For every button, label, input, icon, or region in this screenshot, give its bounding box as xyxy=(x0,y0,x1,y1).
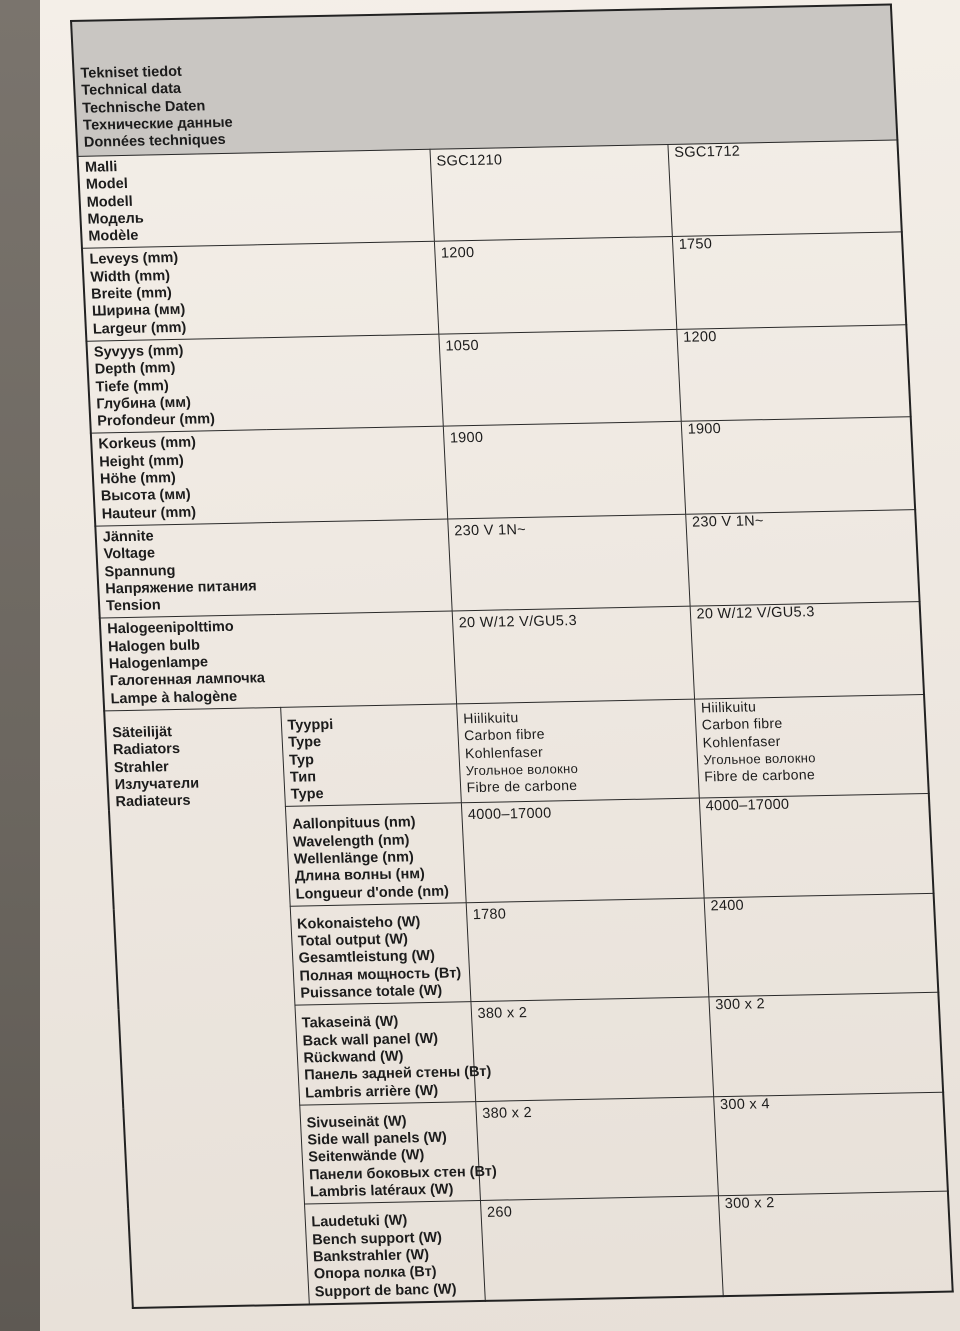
row-label xyxy=(95,519,451,618)
label-line: Type xyxy=(290,786,325,803)
sub-row-label xyxy=(285,803,466,906)
label-line: Lampe à halogène xyxy=(110,688,238,707)
title-line: Технические данные xyxy=(82,114,234,134)
label-line: Тип xyxy=(289,769,317,786)
technical-data-document xyxy=(70,4,952,1309)
value-line: Угольное волокно xyxy=(703,749,817,768)
label-line: Voltage xyxy=(103,545,156,563)
label-line: Width (mm) xyxy=(89,267,171,286)
label-line: Side wall panels (W) xyxy=(307,1129,448,1149)
label-line: Модель xyxy=(87,210,145,228)
value-cell: 300 x 2 xyxy=(708,993,943,1097)
label-line: Puissance totale (W) xyxy=(300,982,443,1002)
label-line: Breite (mm) xyxy=(90,285,173,303)
table-title xyxy=(71,5,897,157)
label-line: Total output (W) xyxy=(297,931,409,950)
label-line: Галогенная лампочка xyxy=(109,670,266,690)
value-cell: 1050 xyxy=(438,329,680,426)
label-line: Modèle xyxy=(88,227,139,245)
label-line: Height (mm) xyxy=(98,452,185,471)
value-cell: 1900 xyxy=(443,422,685,519)
label-line: Model xyxy=(85,176,129,194)
value-line: Hiilikuitu xyxy=(462,709,519,727)
value-cell: 1200 xyxy=(434,237,676,334)
label-line: Tiefe (mm) xyxy=(95,377,170,396)
table-row xyxy=(100,602,924,711)
label-line: Halogen bulb xyxy=(107,637,201,656)
label-line: Support de banc (W) xyxy=(314,1281,457,1300)
value-line: Fibre de carbone xyxy=(703,766,816,785)
table-row xyxy=(91,417,915,526)
value-line: Hiilikuitu xyxy=(700,698,757,716)
label-line: Halogeenipolttimo xyxy=(106,619,235,638)
value-cell: SGC1210 xyxy=(429,145,671,242)
sub-row-label xyxy=(280,704,461,807)
label-line: Type xyxy=(287,734,322,751)
label-line: Radiateurs xyxy=(115,792,191,811)
label-line: Bench support (W) xyxy=(311,1229,443,1249)
row-label xyxy=(78,149,434,248)
value-line: Carbon fibre xyxy=(463,725,546,744)
title-line: Données techniques xyxy=(83,132,227,151)
label-line: Profondeur (mm) xyxy=(96,411,216,430)
paper-sheet xyxy=(40,0,960,1331)
label-line: Longueur d'onde (nm) xyxy=(295,883,450,903)
label-line: Back wall panel (W) xyxy=(302,1030,439,1050)
sub-row-label xyxy=(299,1101,498,1204)
value-line: Fibre de carbone xyxy=(466,777,578,796)
row-label xyxy=(100,611,456,710)
value-cell: 1200 xyxy=(676,325,910,422)
label-line: Tyyppi xyxy=(287,716,334,734)
label-line: Halogenlampe xyxy=(108,654,209,673)
label-line: Hauteur (mm) xyxy=(101,504,197,523)
value-cell: SGC1712 xyxy=(667,140,901,237)
label-line: Опора полка (Вт) xyxy=(313,1264,437,1283)
label-line: Lambris arrière (W) xyxy=(304,1082,439,1102)
label-line: Ширина (мм) xyxy=(91,302,186,320)
value-cell: 1750 xyxy=(672,232,906,329)
table-row xyxy=(95,510,919,619)
label-line: Laudetuki (W) xyxy=(311,1212,408,1231)
value-cell: 300 x 4 xyxy=(713,1092,948,1196)
value-cell: 4000–17000 xyxy=(699,794,934,898)
title-line: Technical data xyxy=(81,81,182,100)
label-line: Aallonpituus (nm) xyxy=(291,814,416,834)
value-cell xyxy=(456,699,699,803)
label-line: Глубина (мм) xyxy=(96,394,192,413)
table-row xyxy=(104,694,929,810)
value-cell: 230 V 1N~ xyxy=(447,514,689,611)
radiators-label xyxy=(104,707,309,1307)
label-line: Depth (mm) xyxy=(94,360,176,378)
label-line: Длина волны (нм) xyxy=(294,866,426,885)
value-cell: 380 x 2 xyxy=(470,997,713,1101)
label-line: Lambris latéraux (W) xyxy=(309,1181,454,1201)
label-line: Sivuseinät (W) xyxy=(306,1113,407,1132)
label-line: Radiators xyxy=(112,741,181,759)
label-line: Strahler xyxy=(113,758,170,776)
technical-data-table xyxy=(70,4,954,1309)
sub-row-label xyxy=(304,1201,485,1304)
row-label xyxy=(86,334,442,433)
row-label xyxy=(91,427,447,526)
table-header-row xyxy=(71,5,897,157)
value-cell: 230 V 1N~ xyxy=(685,510,919,607)
value-line: Carbon fibre xyxy=(701,715,783,733)
label-line: Jännite xyxy=(102,528,154,546)
value-cell: 380 x 2 xyxy=(475,1097,718,1201)
label-line: Wavelength (nm) xyxy=(292,832,410,851)
label-line: Излучатели xyxy=(114,775,200,794)
label-line: Полная мощность (Вт) xyxy=(299,965,462,985)
label-line: Malli xyxy=(84,159,118,176)
value-cell: 260 xyxy=(480,1196,723,1301)
sub-row-label xyxy=(294,1002,492,1105)
label-line: Syvyys (mm) xyxy=(93,342,184,361)
row-label xyxy=(82,242,438,341)
label-line: Панели боковых стен (Вт) xyxy=(308,1163,498,1184)
value-line: Kohlenfaser xyxy=(702,732,782,750)
label-line: Typ xyxy=(288,751,315,769)
label-line: Bankstrahler (W) xyxy=(312,1246,430,1266)
label-line: Rückwand (W) xyxy=(303,1048,404,1067)
value-cell: 300 x 2 xyxy=(718,1191,953,1296)
value-line: Kohlenfaser xyxy=(464,743,544,761)
label-line: Gesamtleistung (W) xyxy=(298,948,436,968)
label-line: Панель задней стены (Вт) xyxy=(303,1064,492,1084)
table-row xyxy=(82,232,906,341)
label-line: Kokonaisteho (W) xyxy=(296,914,421,933)
label-line: Säteilijät xyxy=(111,724,173,742)
value-cell: 20 W/12 V/GU5.3 xyxy=(452,607,694,704)
value-cell: 20 W/12 V/GU5.3 xyxy=(690,602,924,699)
label-line: Korkeus (mm) xyxy=(98,435,197,453)
label-line: Напряжение питания xyxy=(104,578,258,598)
value-cell: 4000–17000 xyxy=(461,798,704,902)
label-line: Modell xyxy=(86,193,134,211)
value-cell xyxy=(694,694,929,798)
label-line: Tension xyxy=(105,597,162,615)
label-line: Seitenwände (W) xyxy=(307,1147,425,1166)
title-line: Tekniset tiedot xyxy=(80,63,183,82)
value-cell: 1900 xyxy=(681,417,915,514)
label-line: Spannung xyxy=(104,562,176,580)
label-line: Takaseinä (W) xyxy=(301,1013,399,1032)
value-cell: 1780 xyxy=(466,898,709,1002)
table-row xyxy=(78,140,902,249)
label-line: Высота (мм) xyxy=(100,487,191,505)
table-row xyxy=(86,325,910,434)
value-line: Угольное волокно xyxy=(465,760,579,778)
label-line: Largeur (mm) xyxy=(92,319,187,338)
sub-row-label xyxy=(290,903,471,1006)
label-line: Wellenlänge (nm) xyxy=(293,849,415,868)
value-cell: 2400 xyxy=(704,893,939,997)
label-line: Höhe (mm) xyxy=(99,470,177,488)
label-line: Leveys (mm) xyxy=(89,250,179,269)
title-line: Technische Daten xyxy=(81,97,206,117)
